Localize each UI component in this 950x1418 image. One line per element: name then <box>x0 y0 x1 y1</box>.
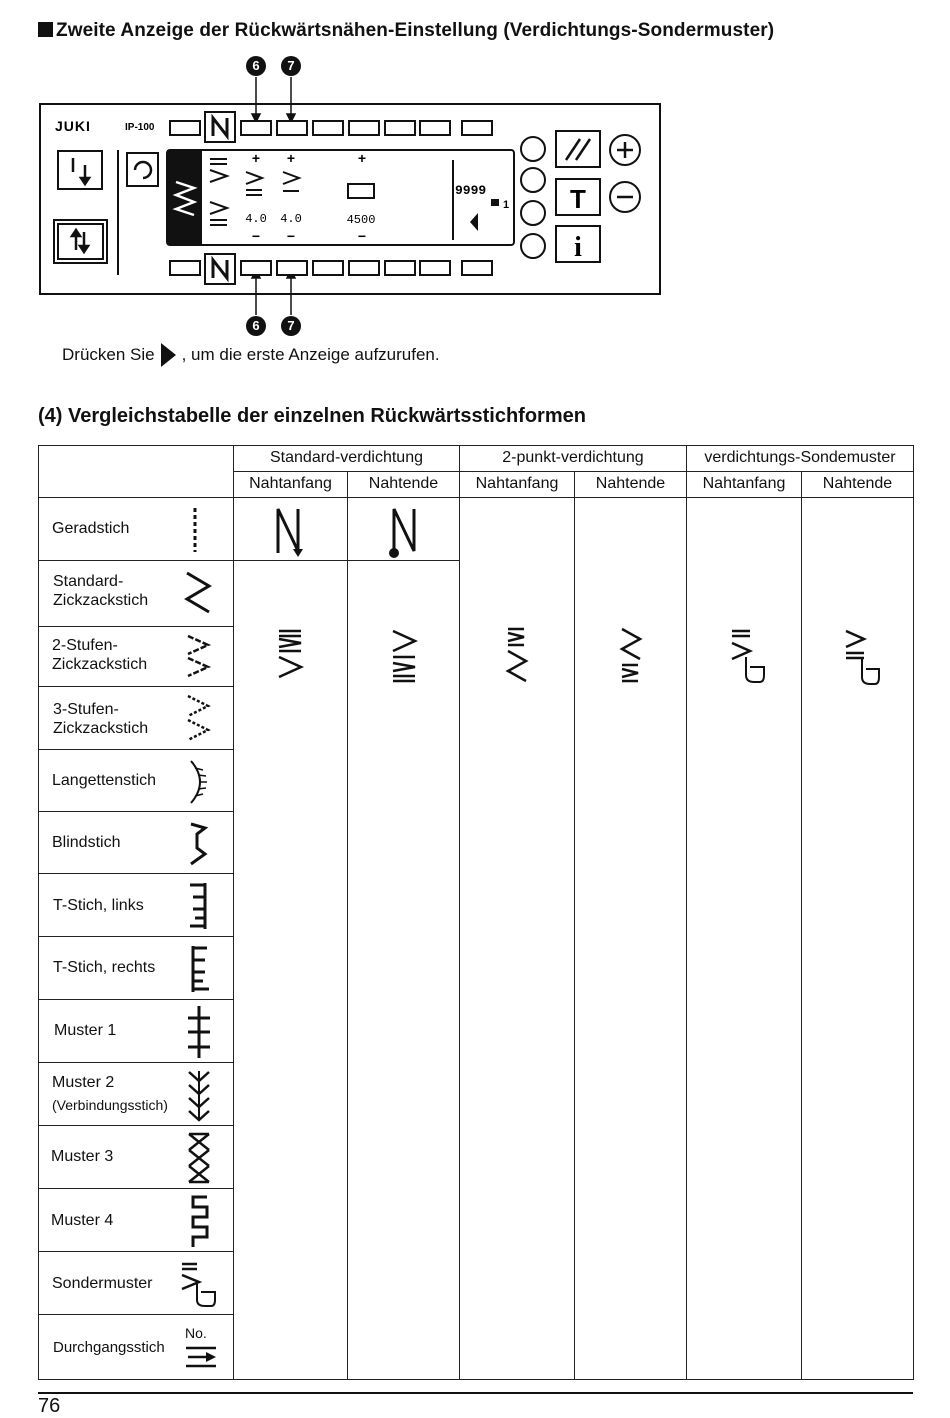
table-row: 3-Stufen- Zickzackstich <box>38 686 234 750</box>
value-right: 4.0 <box>280 212 302 226</box>
pattern-1-icon <box>185 1004 215 1060</box>
group-standard: Standard-verdichtung <box>233 445 460 472</box>
2-point-end-zigzag-icon <box>616 625 652 683</box>
blind-stitch-icon <box>187 820 217 868</box>
footer-rule <box>38 1392 913 1394</box>
standard-end-zigzag-icon <box>389 627 425 685</box>
t-button-label: T <box>570 184 586 214</box>
table-row: Muster 1 <box>38 999 234 1063</box>
scallop-icon <box>187 758 217 806</box>
callout-6-bottom: 6 <box>246 316 266 336</box>
minus-count: − <box>357 228 367 244</box>
value-count: 4500 <box>346 213 376 227</box>
page-number: 76 <box>38 1395 61 1417</box>
pattern-2-icon <box>185 1067 215 1123</box>
table-row: Langettenstich <box>38 749 234 812</box>
special-end-zigzag-icon <box>840 627 880 689</box>
counter-value: 9999 <box>455 183 487 198</box>
dashed-line-icon <box>187 506 217 554</box>
table-row: Geradstich <box>38 497 234 561</box>
2-point-start-zigzag-icon <box>502 625 538 683</box>
minus-left: − <box>251 228 261 244</box>
continuous-stitch-icon-text: No. <box>185 1325 207 1341</box>
plus-right: + <box>286 150 296 166</box>
section-heading: Zweite Anzeige der Rückwärtsnähen-Einstellung (Verdichtungs-Sondermuster) <box>38 20 774 42</box>
brand-logo: JUKI <box>55 118 91 134</box>
lock-number: 1 <box>503 199 510 211</box>
callout-7-bottom: 7 <box>281 316 301 336</box>
t-stitch-left-icon <box>187 880 217 932</box>
arrow-right-icon <box>161 343 176 367</box>
subhead: Nahtende <box>574 471 687 498</box>
subhead: Nahtende <box>801 471 914 498</box>
table-row: T-Stich, rechts <box>38 936 234 1000</box>
special-pattern-icon <box>179 1258 219 1310</box>
table-row: Blindstich <box>38 811 234 874</box>
group-special: verdichtungs-Sondemuster <box>686 445 914 472</box>
table-row: Sondermuster <box>38 1251 234 1315</box>
caption: Drücken Sie , um die erste Anzeige aufzurufen. <box>62 343 440 367</box>
special-start-zigzag-icon <box>726 627 766 689</box>
group-2-point: 2-punkt-verdichtung <box>459 445 687 472</box>
comparison-table-title: (4) Vergleichstabelle der einzelnen Rückwärtsstichformen <box>38 405 586 427</box>
info-button-label: i <box>574 232 582 263</box>
table-row: Durchgangsstich No. <box>38 1314 234 1380</box>
standard-end-straight-icon <box>384 503 424 559</box>
value-left: 4.0 <box>245 212 267 226</box>
standard-start-straight-icon <box>270 503 310 559</box>
continuous-stitch-icon <box>184 1345 220 1369</box>
zigzag-2-step-icon <box>184 633 214 683</box>
pattern-4-icon <box>185 1193 215 1249</box>
zigzag-icon <box>184 569 214 619</box>
minus-right: − <box>286 228 296 244</box>
model-label: IP-100 <box>125 122 155 133</box>
standard-start-zigzag-icon <box>275 627 311 685</box>
table-row: Muster 3 <box>38 1125 234 1189</box>
table-row: Muster 4 <box>38 1188 234 1252</box>
table-row: T-Stich, links <box>38 873 234 937</box>
zigzag-3-step-icon <box>184 693 214 745</box>
subhead: Nahtanfang <box>233 471 348 498</box>
subhead: Nahtanfang <box>686 471 802 498</box>
control-panel-illustration <box>0 0 950 340</box>
t-stitch-right-icon <box>187 943 217 995</box>
plus-count: + <box>357 150 367 166</box>
subhead: Nahtanfang <box>459 471 575 498</box>
callout-6-top: 6 <box>246 56 266 76</box>
pattern-3-icon <box>185 1130 215 1186</box>
callout-7-top: 7 <box>281 56 301 76</box>
plus-left: + <box>251 150 261 166</box>
table-row: Muster 2 (Verbindungsstich) <box>38 1062 234 1126</box>
table-row: 2-Stufen- Zickzackstich <box>38 626 234 687</box>
subhead: Nahtende <box>347 471 460 498</box>
table-row: Standard- Zickzackstich <box>38 560 234 627</box>
